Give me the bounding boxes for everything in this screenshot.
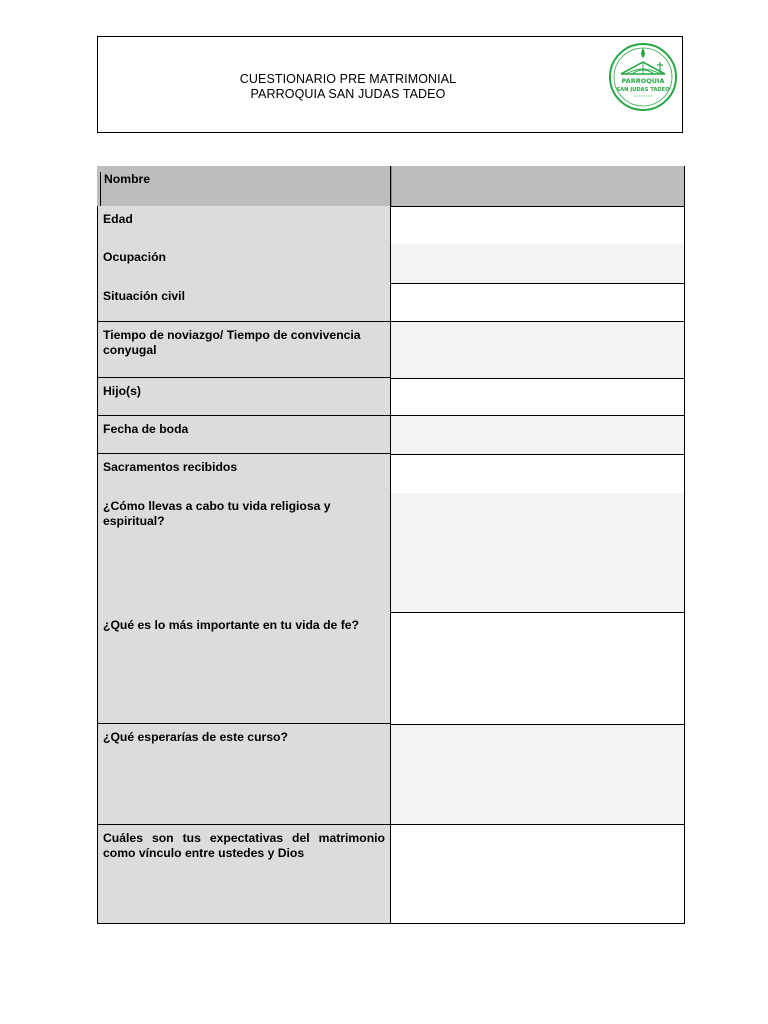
- field-label: Nombre: [97, 166, 391, 206]
- form-row-sacramentos: [97, 454, 685, 493]
- field-label: Tiempo de noviazgo/ Tiempo de convivencia conyugal: [97, 322, 391, 378]
- vida-religiosa-field[interactable]: [391, 493, 685, 612]
- field-label: Hijo(s): [97, 378, 391, 416]
- field-label: Situación civil: [97, 283, 391, 322]
- situacion-civil-field[interactable]: [391, 283, 685, 322]
- field-label: Fecha de boda: [97, 416, 391, 454]
- logo-text-bottom: SAN JUDAS TADEO: [616, 87, 670, 93]
- form-row-curso: [97, 724, 685, 824]
- title-line-2: PARROQUIA SAN JUDAS TADEO: [250, 87, 446, 101]
- title-line-1: CUESTIONARIO PRE MATRIMONIAL: [239, 72, 457, 86]
- nombre-field[interactable]: [391, 166, 685, 206]
- form-row-ocupacion: [97, 244, 685, 283]
- fecha-boda-field[interactable]: [391, 416, 685, 454]
- form-row-hijos: [97, 378, 685, 416]
- field-label: Cuáles son tus expectativas del matrimonio como vínculo entre ustedes y Dios: [97, 824, 391, 924]
- field-label: Ocupación: [97, 244, 391, 283]
- form-row-situacion-civil: [97, 283, 685, 322]
- form-row-expectativas: [97, 824, 685, 924]
- expectativas-field[interactable]: [391, 824, 685, 924]
- field-label: ¿Qué es lo más importante en tu vida de fe?: [97, 612, 391, 724]
- hijos-field[interactable]: [391, 378, 685, 416]
- form-row-edad: [97, 206, 685, 244]
- ocupacion-field[interactable]: [391, 244, 685, 283]
- field-label: ¿Qué esperarías de este curso?: [97, 724, 391, 824]
- logo-text-top: PARROQUIA: [621, 77, 665, 85]
- sacramentos-field[interactable]: [391, 454, 685, 493]
- field-label: ¿Cómo llevas a cabo tu vida religiosa y espiritual?: [97, 493, 391, 612]
- field-label: Edad: [97, 206, 391, 244]
- field-label: Sacramentos recibidos: [97, 454, 391, 493]
- form-row-vida-de-fe: [97, 612, 685, 724]
- document-header: [97, 36, 683, 133]
- edad-field[interactable]: [391, 206, 685, 244]
- document-title: [98, 72, 598, 102]
- form-row-fecha-boda: [97, 416, 685, 454]
- parish-logo-icon: [608, 42, 678, 112]
- form-row-nombre: [97, 166, 685, 206]
- tiempo-noviazgo-field[interactable]: [391, 322, 685, 378]
- curso-field[interactable]: [391, 724, 685, 824]
- questionnaire-form: [97, 166, 685, 924]
- form-row-tiempo-noviazgo: [97, 322, 685, 378]
- vida-de-fe-field[interactable]: [391, 612, 685, 724]
- form-row-vida-religiosa: [97, 493, 685, 612]
